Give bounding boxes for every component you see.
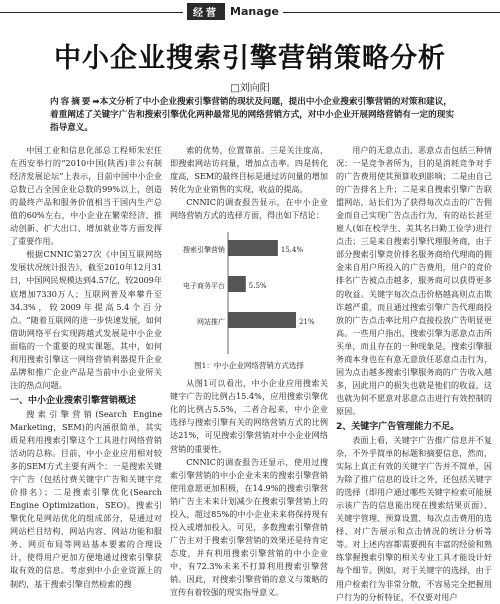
section-tag-chinese: 经营	[187, 3, 225, 20]
abstract	[50, 96, 460, 135]
paragraph: 索的优势，位置靠前。三是关注度高，即搜索网站访问量，增加点击率。四是转化度高，SEM的最终目标是通过访问量的增加转化为企业销售的实现，收益的提高。	[170, 145, 328, 195]
figure-bar-value: 5.5%	[248, 282, 267, 291]
paragraph: 根据CNNIC第27次《中国互联网络发展状况统计报告》，截至2010年12月31日，中国网民规模达到4.57亿，较2009年底增加7330万人；互联网普及率攀升至34.3%，较2009年提高5.4个百分点。“随着互联网的进一步快速发展，如何借助网络平台实现跨越式发展是中小企业面临的一个重要的现实课题。其中，如何利用搜索引擎这一网络营销利器提升企业品牌和推广企业产品是当前中小企业所关注的热点问题。	[10, 249, 162, 390]
section-tag	[183, 3, 283, 20]
figure-bar-label: 电子商务平台	[183, 282, 225, 291]
paragraph: 表面上看，关键字广告推广信息并不复杂，不外乎简单的标题和摘要信息，然而，实际上真正有效的关键字广告并不简单，因为除了推广信息的设计之外，还包括关键字的选择（即用户通过哪些关键字检索可能展示该广告的信息能出现在搜索结果页面）、关键字管理、预算设置、每次点击费用的选择、对广告展示和点击情况的统计分析等等。对上述内容都需要拥有丰富的经验和熟练掌握搜索引擎的相关专业工具才能设计好每个细节。例如，对于关键字的选择，由于用户检索行为非常分散，不容易完全把握用户行为的分析特征，不仅要对用户	[336, 434, 492, 602]
figure-1	[170, 226, 328, 374]
figure-caption: 图1：中小企业网络营销方式选择	[194, 361, 304, 371]
article-author: □刘向阳	[230, 83, 270, 94]
section-tag-english: Manage	[230, 5, 279, 18]
figure-bar	[228, 240, 278, 256]
paragraph: 中国工业和信息化部总工程师朱宏任在西安举行的“2010中国(陕西)非公有制经济发展论坛”上表示，目前中国中小企业总数已占全国企业总数的99%以上，创造的最终产品和服务价值相当于国内生产总值的60%左右，中小企业在繁荣经济、推动创新、扩大出口、增加就业等方面发挥了重要作用。	[10, 145, 162, 247]
section-heading: 2、关键字广告管理能力不足。	[336, 421, 460, 432]
abstract-text: 本文分析了中小企业搜索引擎营销的现状及问题，提出中小企业搜索引擎营销的对策和建议，着重阐述了关键字广告和搜索引擎优化两种最常见的网络营销方式，对中小企业开展网络营销有一定的现实指导意义。	[50, 97, 454, 133]
abstract-label: 内容摘要	[50, 97, 93, 107]
paragraph: 从图1可以看出，中小企业应用搜索关键字广告的比例占15.4%，应用搜索引擎优化的比例占5.5%，二者合起来，中小企业选择与搜索引擎有关的网络营销方式的比例达21%，可见搜索引擎营销对中小企业网络营销的重要性。	[170, 378, 328, 454]
figure-bar-label: 搜索引擎营销	[183, 246, 225, 255]
column-1	[10, 144, 162, 591]
figure-bar	[228, 276, 246, 292]
arrow-icon: ➡	[92, 97, 100, 107]
column-2	[170, 144, 328, 599]
figure-bar-value: 15.4%	[280, 246, 304, 255]
paragraph: 搜索引擎营销(Search Engine Marketing，SEM)的内涵很简单，其实质是利用搜索引擎这个工具进行网络营销活动的总称。目前，中小企业应用相对较多的SEM方式主要有两个：一是搜索关键字广告（包括付费关键字广告和关键字竞价排名）；二是搜索引擎优化(Search Engine Optimization，SEO)。搜索引擎优化是网站优化的组成部分，是通过对网站栏目结构、网站内容、网站功能和服务、网页布局等网站基本要素的合理设计，使得用户更加方便地通过搜索引擎获取有效的信息。考虑到中小企业资源上的制约，基于搜索引擎自然检索的搜	[10, 408, 162, 589]
paragraph: CNNIC的调查报告显示，在中小企业网络营销方式的选择方面，得出如下结论：	[170, 197, 328, 221]
section-heading: 一、中小企业搜索引擎营销概述	[10, 395, 137, 406]
article-title: 中小企业搜索引擎营销策略分析	[54, 43, 446, 74]
figure-bar-label: 网站推广	[197, 318, 225, 327]
figure-bar-value: 21%	[299, 318, 315, 327]
section-header	[0, 0, 500, 26]
column-3	[336, 144, 492, 604]
figure-1-graphic	[170, 226, 328, 360]
paragraph: 用户的无意点击，恶意点击包括三种情况：一是竞争者所为，目的是消耗竞争对手的广告费用使其预算收到影响；二是由自己的广告排名上升；二是来自搜索引擎广告联盟网站，站长们为了获得每次点击的广告佣金而自己实现广告点击行为，有的站长甚至雇人(如在校学生、美其名曰勤工俭学)进行点击；三是来自搜索引擎代理服务商，由于部分搜索引擎竞价排名服务商给代理商的佣金来自用户所投入的广告费用，用户的竞价排名广告被点击越多，服务商可以获得更多的收益。关键字每次点击价格越高则点击欺诈越严重，而且通过搜索引擎广告代理商投放的广告点击率比用户直接投放广告明显更高。一些用户指出，搜索引擎为恶意点击所买单，而且存在的一种现象是，搜索引擎服务商本身也在有意无意放任恶意点击行为，因为点击越多搜索引擎服务商的广告收入越多，因此用户的损失也就是他们的收益，这也就为何不愿意对恶意点击进行有效控制的原因。	[336, 145, 492, 416]
figure-bar	[228, 312, 296, 328]
paragraph: CNNIC的调查报告还显示，使用过搜索引擎营销的中小企业未来的搜索引擎营销使用意愿更加积极，在14.9%的搜索引擎营销广告主未来计划减少在搜索引擎营销上的投入，超过85%的中小企业未来将保持现有投入或增加投入。可见，多数搜索引擎营销广告主对于搜索引擎营销的效果还是持肯定态度，并有利用搜索引擎营销的中小企业中，有72.3%未来不打算利用搜索引擎营销。因此，对搜索引擎营销的意义与策略的宣传有着较强的现实指导意义。	[170, 456, 328, 598]
